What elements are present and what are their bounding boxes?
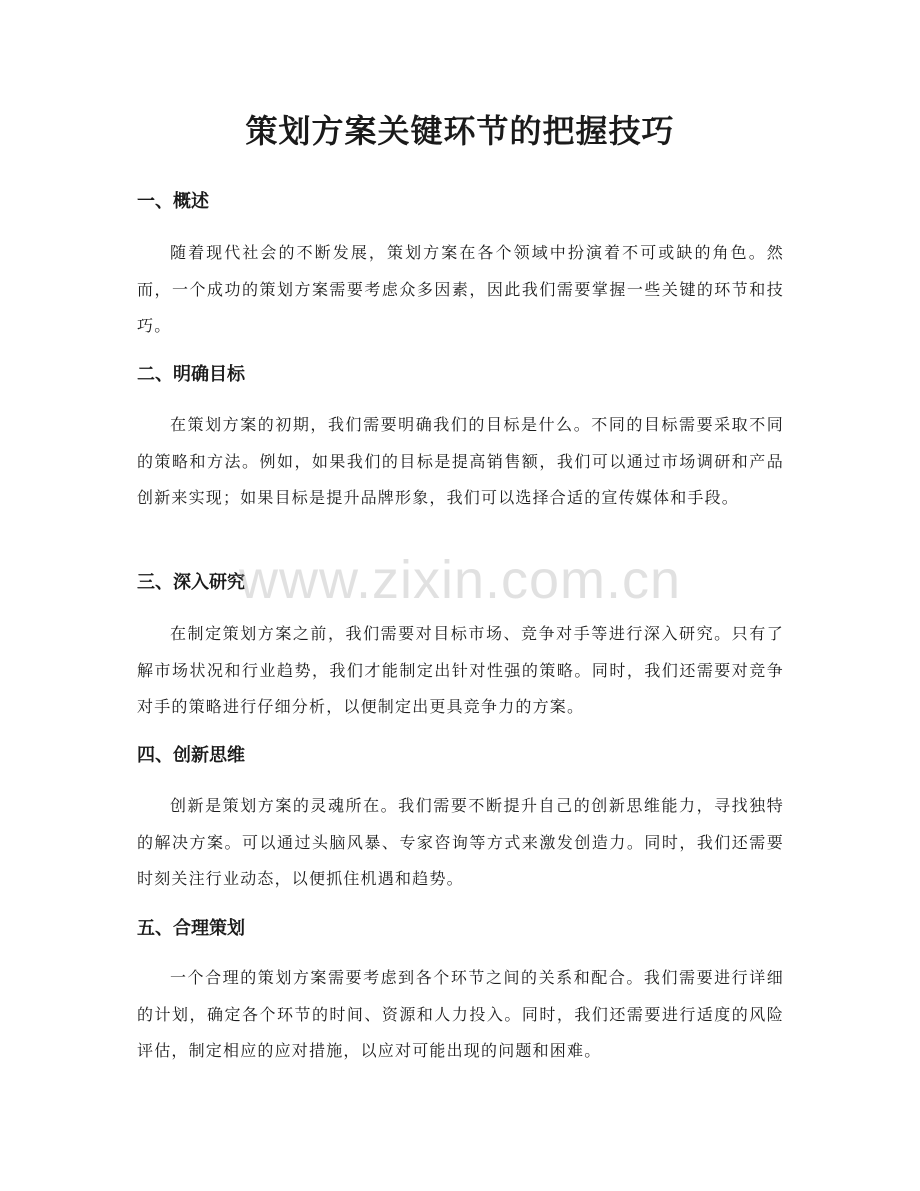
section-body-goals: 在策划方案的初期，我们需要明确我们的目标是什么。不同的目标需要采取不同的策略和方法。例如，如果我们的目标是提高销售额，我们可以通过市场调研和产品创新来实现；如果目标是提升品牌形象，我们可以选择合适的宣传媒体和手段。 (137, 415, 784, 507)
section-body-planning: 一个合理的策划方案需要考虑到各个环节之间的关系和配合。我们需要进行详细的计划，确定各个环节的时间、资源和人力投入。同时，我们还需要进行适度的风险评估，制定相应的应对措施，以应对可能出现的问题和困难。 (137, 968, 784, 1060)
section-body-innovation: 创新是策划方案的灵魂所在。我们需要不断提升自己的创新思维能力，寻找独特的解决方案。可以通过头脑风暴、专家咨询等方式来激发创造力。同时，我们还需要时刻关注行业动态，以便抓住机遇和趋势。 (137, 796, 784, 888)
document-title: 策划方案关键环节的把握技巧 (245, 112, 675, 150)
section-heading-overview: 一、概述 (137, 191, 209, 212)
section-heading-goals: 二、明确目标 (137, 364, 245, 385)
section-heading-research: 三、深入研究 (137, 572, 245, 593)
watermark-text: www.zixin.com.cn (238, 550, 682, 610)
section-heading-planning: 五、合理策划 (137, 918, 245, 939)
section-heading-innovation: 四、创新思维 (137, 745, 245, 766)
section-body-research: 在制定策划方案之前，我们需要对目标市场、竞争对手等进行深入研究。只有了解市场状况和行业趋势，我们才能制定出针对性强的策略。同时，我们还需要对竞争对手的策略进行仔细分析，以便制定出更具竞争力的方案。 (137, 624, 784, 716)
section-body-overview: 随着现代社会的不断发展，策划方案在各个领域中扮演着不可或缺的角色。然而，一个成功的策划方案需要考虑众多因素，因此我们需要掌握一些关键的环节和技巧。 (137, 243, 784, 335)
